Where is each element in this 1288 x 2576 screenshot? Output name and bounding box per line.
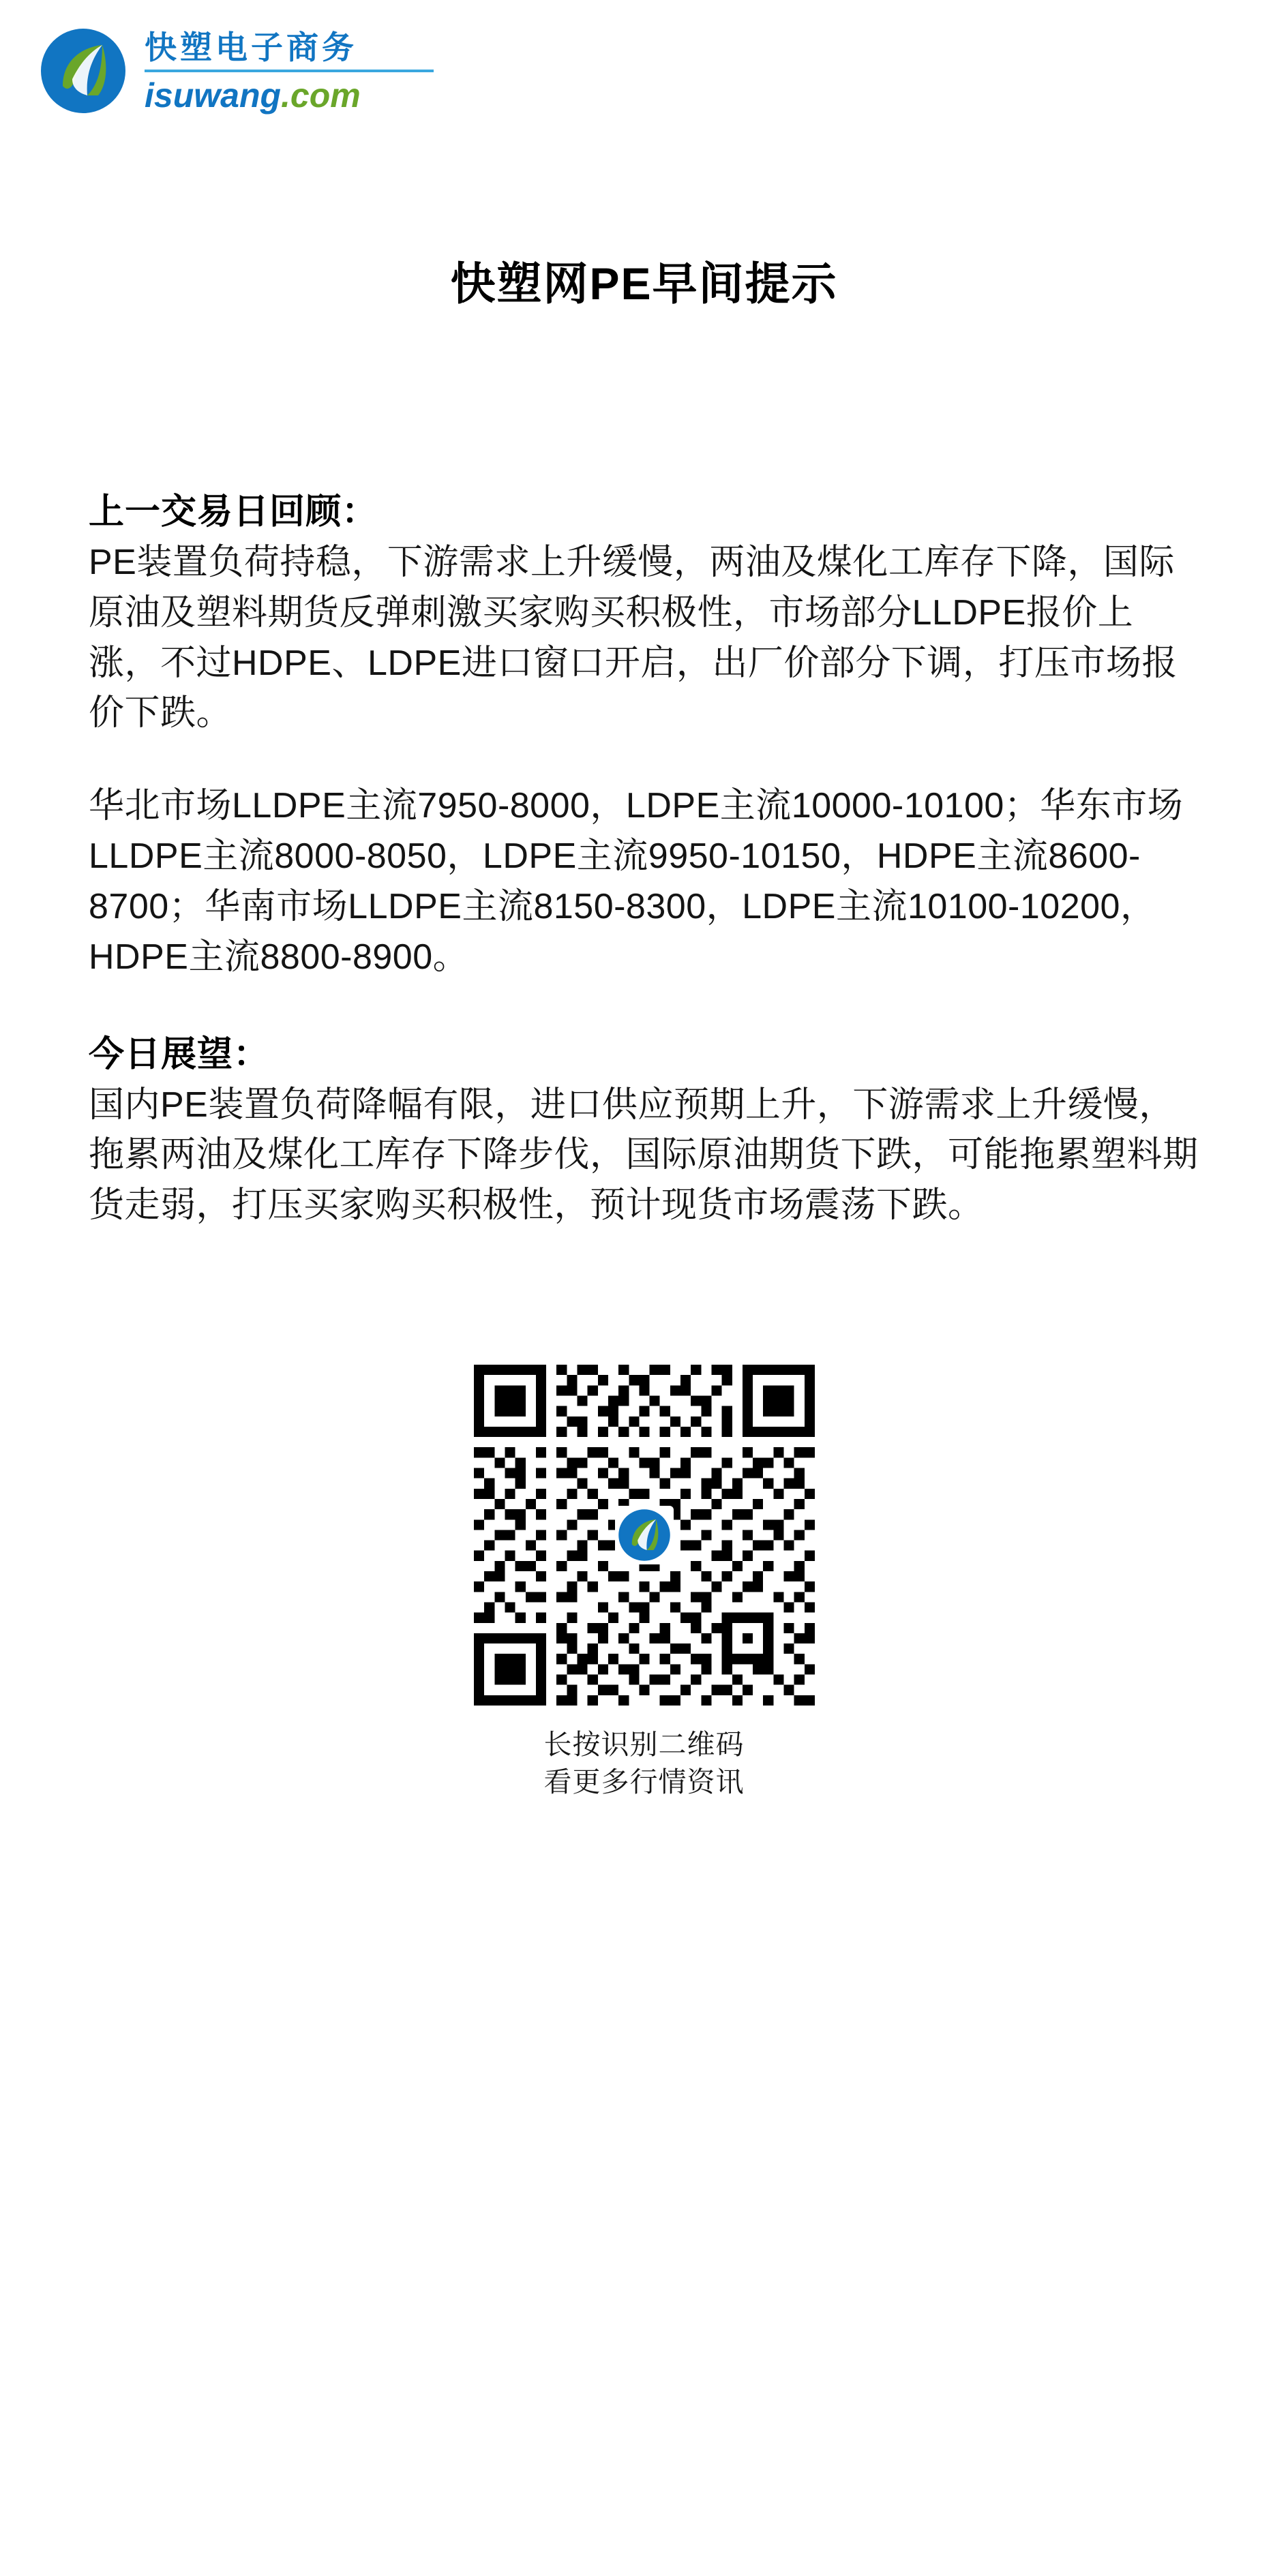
qr-caption-line-2: 看更多行情资讯: [543, 1766, 745, 1798]
qr-code-icon[interactable]: [474, 1365, 815, 1706]
brand-divider: [145, 70, 434, 72]
section-review-paragraph-1: PE装置负荷持稳，下游需求上升缓慢，两油及煤化工库存下降，国际原油及塑料期货反弹刺激买家购买积极性，市场部分LLDPE报价上涨，不过HDPE、LDPE进口窗口开启，出厂价部分下调，打压市场报价下跌。: [89, 543, 1178, 733]
section-review-paragraph-2: 华北市场LLDPE主流7950-8000，LDPE主流10000-10100；华东市场LLDPE主流8000-8050，LDPE主流9950-10150，HDPE主流8600-8700；华南市场LLDPE主流8150-8300，LDPE主流10100-10200，HDPE主流8800-8900。: [89, 786, 1184, 977]
brand-header: [0, 0, 1288, 115]
section-review-heading: 上一交易日回顾：: [89, 492, 378, 532]
qr-section: [474, 1365, 815, 1802]
brand-name-cn: 快塑电子商务: [145, 29, 357, 66]
page-title: 快塑网PE早间提示: [450, 258, 838, 309]
brand-name-en: [145, 78, 434, 114]
brand-wordmark: [145, 28, 434, 114]
section-outlook-heading: 今日展望：: [89, 1034, 270, 1074]
document-body: [89, 483, 1199, 1231]
section-outlook: [89, 1025, 1199, 1231]
isuwang-leaf-logo-icon: [40, 27, 127, 115]
brand-name-en-suffix: .com: [281, 76, 361, 115]
paragraph-spacer: [89, 739, 1199, 781]
brand-name-en-primary: isuwang: [145, 76, 282, 115]
qr-caption: [474, 1726, 815, 1802]
section-review: [89, 483, 1199, 983]
section-outlook-paragraph-1: 国内PE装置负荷降幅有限，进口供应预期上升，下游需求上升缓慢，拖累两油及煤化工库存下降步伐，国际原油期货下跌，可能拖累塑料期货走弱，打压买家购买积极性，预计现货市场震荡下跌。: [89, 1085, 1199, 1226]
qr-caption-line-1: 长按识别二维码: [543, 1729, 745, 1761]
section-spacer: [89, 983, 1199, 1025]
isuwang-leaf-logo-small-icon: [615, 1506, 674, 1564]
